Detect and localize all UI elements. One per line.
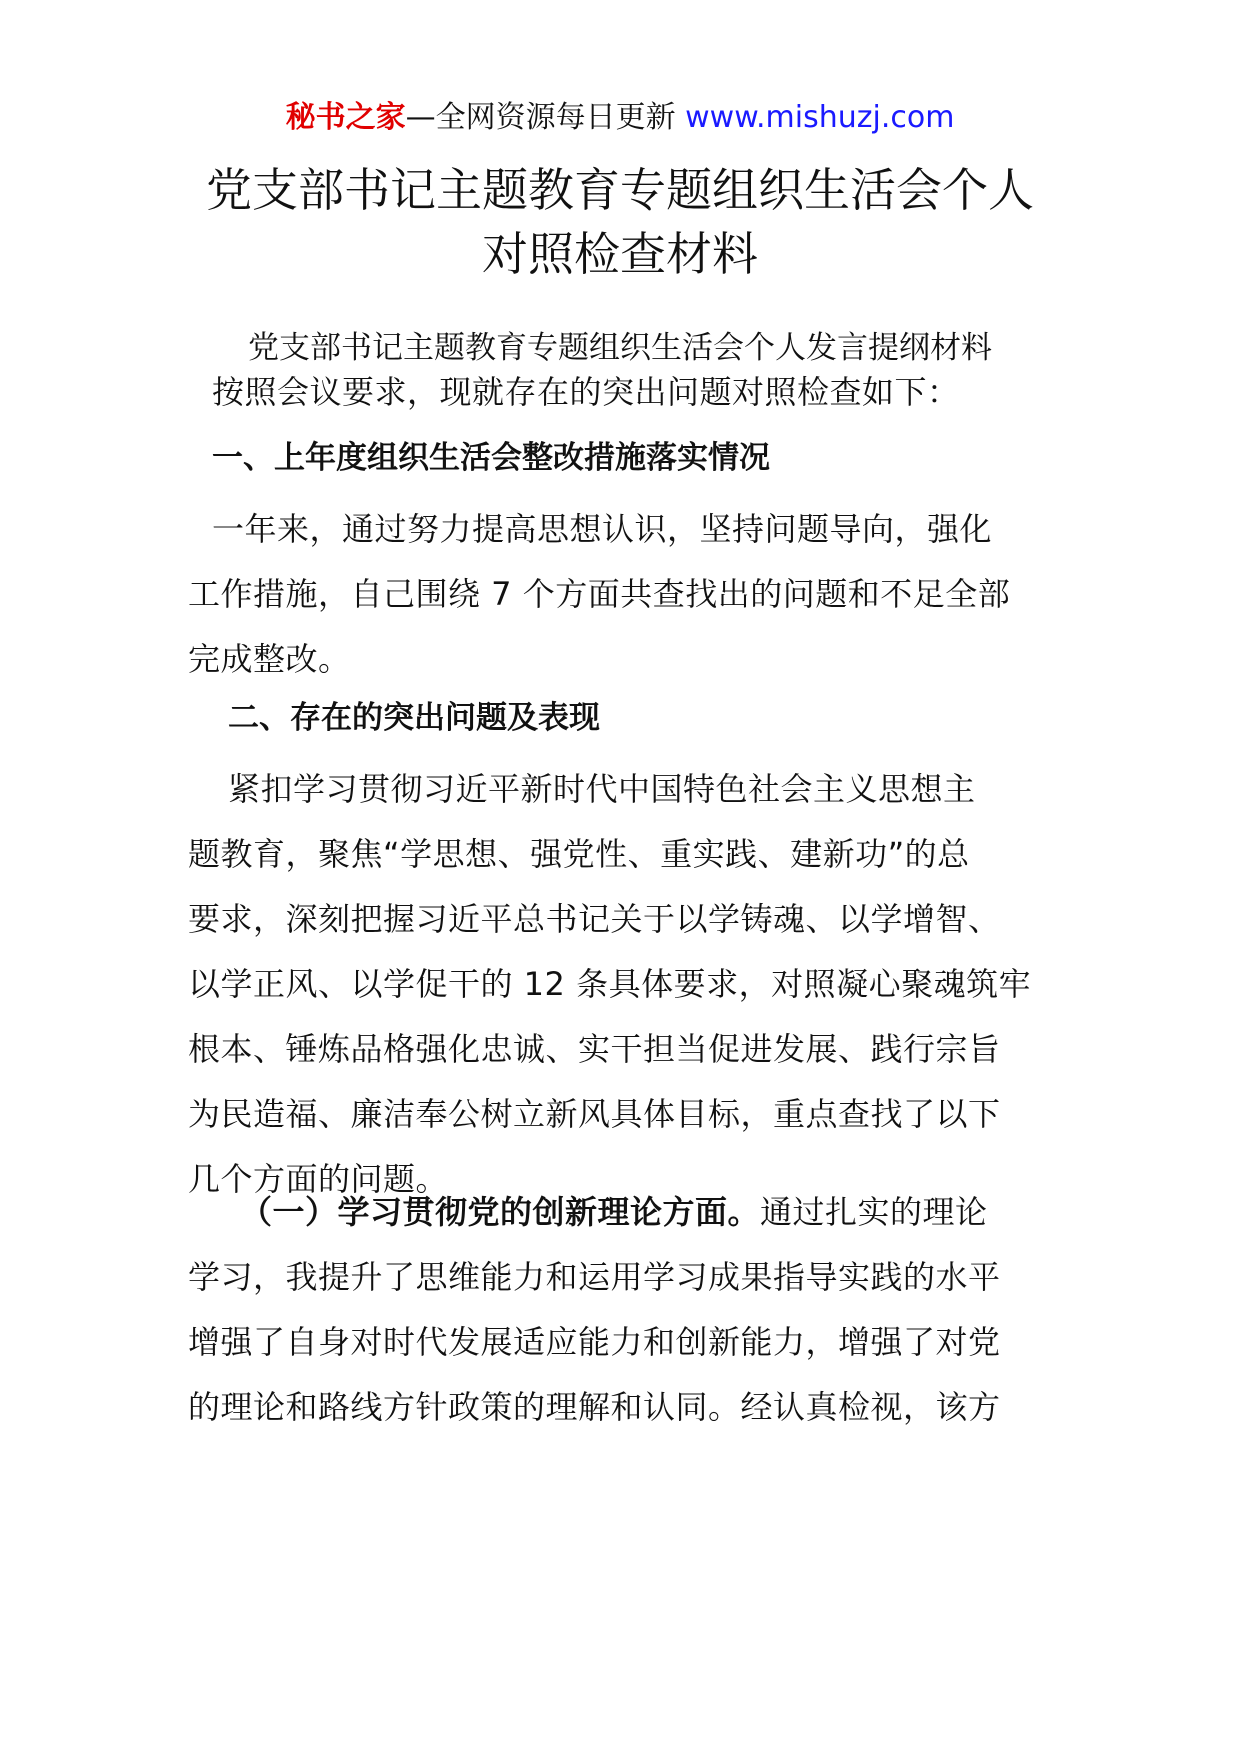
section-2-line-1: 紧扣学习贯彻习近平新时代中国特色社会主义思想主 — [228, 770, 976, 808]
document-title — [150, 158, 1090, 286]
subsection-1-first-line-rest: 通过扎实的理论 — [760, 1193, 988, 1231]
subsection-1-paragraph — [188, 1180, 1058, 1440]
document-title-line-2: 对照检查材料 — [482, 227, 758, 281]
subsection-1-line-2: 学习，我提升了思维能力和运用学习成果指导实践的水平 — [188, 1258, 1001, 1296]
subsection-1-line-3: 增强了自身对时代发展适应能力和创新能力，增强了对党 — [188, 1323, 1001, 1361]
section-2-line-4: 以学正风、以学促干的 12 条具体要求，对照凝心聚魂筑牢 — [188, 965, 1032, 1003]
document-subtitle: 党支部书记主题教育专题组织生活会个人发言提纲材料 — [248, 330, 992, 366]
section-1-line-1: 一年来，通过努力提高思想认识，坚持问题导向，强化 — [212, 510, 993, 548]
section-1-line-3: 完成整改。 — [188, 640, 351, 678]
site-brand: 秘书之家 — [285, 100, 406, 135]
site-header — [0, 98, 1240, 138]
section-2-line-3: 要求，深刻把握习近平总书记关于以学铸魂、以学增智、 — [188, 900, 1001, 938]
section-2-paragraph — [188, 757, 1058, 1212]
document-title-line-1: 党支部书记主题教育专题组织生活会个人 — [206, 163, 1034, 217]
site-url-link[interactable]: www.mishuzj.com — [685, 100, 955, 135]
intro-text: 按照会议要求，现就存在的突出问题对照检查如下： — [212, 373, 960, 411]
subsection-1-line-1 — [188, 1180, 1058, 1245]
section-1-line-2: 工作措施，自己围绕 7 个方面共查找出的问题和不足全部 — [188, 575, 1011, 613]
section-2-line-6: 为民造福、廉洁奉公树立新风具体目标，重点查找了以下 — [188, 1095, 1001, 1133]
section-2-heading: 二、存在的突出问题及表现 — [228, 700, 600, 736]
subsection-1-heading: （一）学习贯彻党的创新理论方面。 — [240, 1193, 761, 1231]
subsection-1-line-4: 的理论和路线方针政策的理解和认同。经认真检视，该方 — [188, 1388, 1001, 1426]
section-1-paragraph — [188, 497, 1058, 692]
section-2-line-7: 几个方面的问题。 — [188, 1160, 449, 1198]
section-2-line-2: 题教育，聚焦“学思想、强党性、重实践、建新功”的总 — [188, 835, 970, 873]
section-2-line-5: 根本、锤炼品格强化忠诚、实干担当促进发展、践行宗旨 — [188, 1030, 1001, 1068]
intro-paragraph — [212, 360, 1072, 425]
section-1-heading: 一、上年度组织生活会整改措施落实情况 — [212, 440, 770, 476]
site-slogan: —全网资源每日更新 — [405, 100, 686, 135]
